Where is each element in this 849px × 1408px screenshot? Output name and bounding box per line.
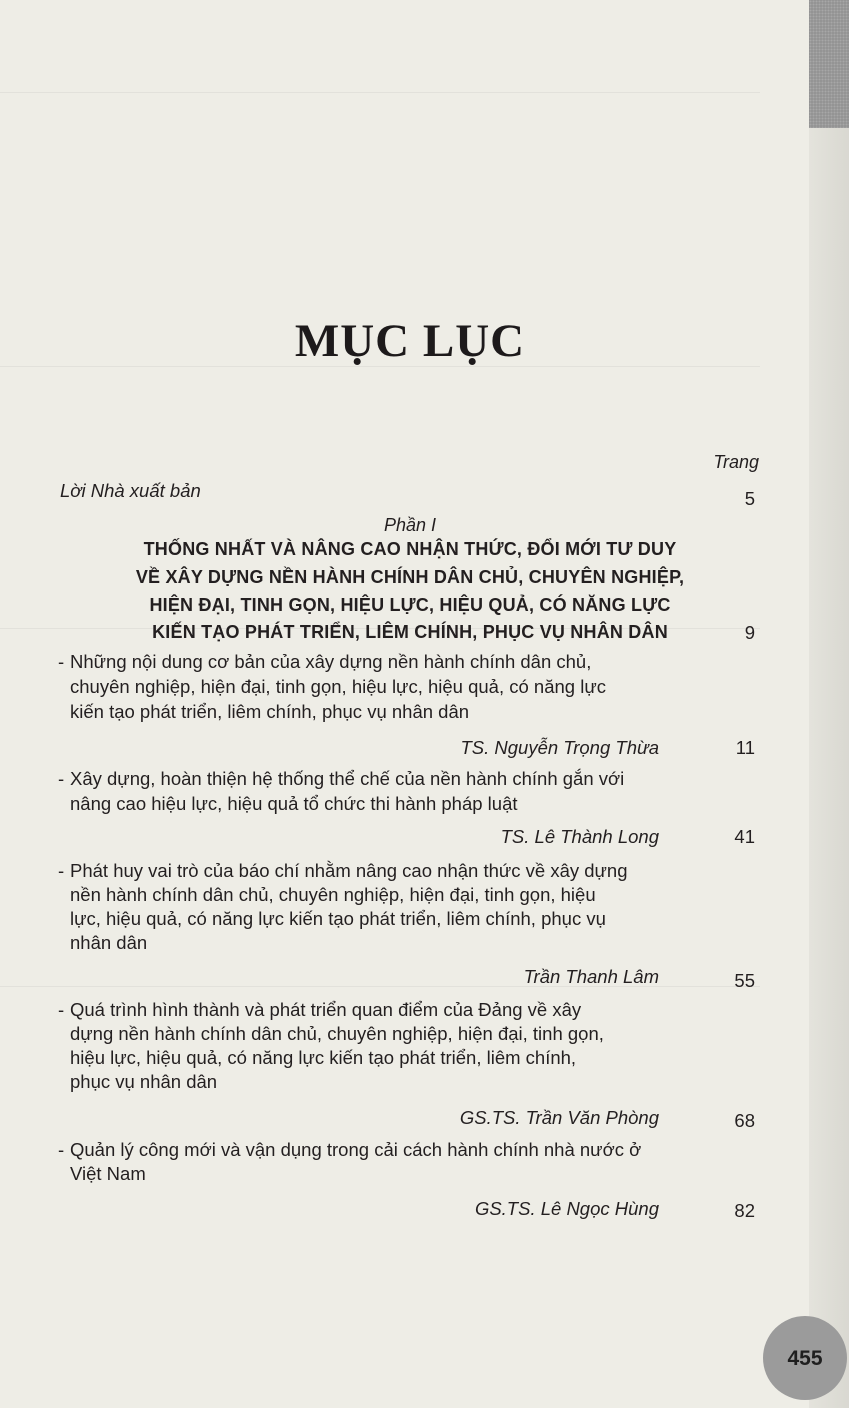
- entry-line: Những nội dung cơ bản của xây dựng nền hành chính dân chủ,: [70, 651, 592, 672]
- page-number-badge: [763, 1316, 847, 1400]
- entry-line: hiệu lực, hiệu quả, có năng lực kiến tạo phát triển, liêm chính,: [70, 1047, 577, 1068]
- entry-line: nền hành chính dân chủ, chuyên nghiệp, hiện đại, tinh gọn, hiệu: [70, 884, 596, 905]
- page-edge: [809, 0, 849, 1408]
- entry-line: nhân dân: [70, 932, 148, 953]
- part-title-line: THỐNG NHẤT VÀ NÂNG CAO NHẬN THỨC, ĐỔI MỚI TƯ DUY: [143, 539, 677, 559]
- entry-page: 68: [734, 1110, 755, 1131]
- part-title-line: KIẾN TẠO PHÁT TRIỂN, LIÊM CHÍNH, PHỤC VỤ NHÂN DÂN: [152, 622, 668, 642]
- entry-line: Xây dựng, hoàn thiện hệ thống thể chế của nền hành chính gắn với: [70, 768, 625, 789]
- entry-author: TS. Lê Thành Long: [500, 826, 659, 847]
- entry-page: 55: [734, 970, 755, 991]
- entry-author: GS.TS. Lê Ngọc Hùng: [474, 1198, 659, 1219]
- entry-author: TS. Nguyễn Trọng Thừa: [460, 737, 659, 758]
- entry-line: lực, hiệu quả, có năng lực kiến tạo phát triển, liêm chính, phục vụ: [70, 908, 606, 929]
- entry-line: kiến tạo phát triển, liêm chính, phục vụ nhân dân: [70, 701, 470, 722]
- entry-bullet: -: [58, 768, 65, 789]
- part-page: 9: [744, 622, 755, 643]
- entry-line: phục vụ nhân dân: [70, 1071, 218, 1092]
- part-title-line: HIỆN ĐẠI, TINH GỌN, HIỆU LỰC, HIỆU QUẢ, CÓ NĂNG LỰC: [149, 595, 671, 615]
- entry-bullet: -: [58, 999, 65, 1020]
- part-title-line: VỀ XÂY DỰNG NỀN HÀNH CHÍNH DÂN CHỦ, CHUYÊN NGHIỆP,: [135, 567, 685, 587]
- entry-page: 41: [734, 826, 755, 847]
- entry-bullet: -: [58, 860, 65, 881]
- entry-line: Việt Nam: [70, 1163, 146, 1184]
- entry-bullet: -: [58, 651, 65, 672]
- foreword-label: Lời Nhà xuất bản: [60, 480, 201, 501]
- part-label: Phần I: [383, 515, 437, 535]
- entry-line: dựng nền hành chính dân chủ, chuyên nghiệp, hiện đại, tinh gọn,: [70, 1023, 604, 1044]
- entry-page: 82: [734, 1200, 755, 1221]
- page-title: MỤC LỤC: [294, 315, 526, 367]
- page-number: 455: [787, 1347, 823, 1370]
- foreword-page: 5: [744, 488, 755, 509]
- bleed-through-rule: [0, 92, 760, 93]
- entry-bullet: -: [58, 1139, 65, 1160]
- chapter-thumb-tab: [809, 0, 849, 128]
- page-column-header: Trang: [713, 452, 759, 472]
- entry-page: 11: [735, 737, 755, 758]
- entry-line: nâng cao hiệu lực, hiệu quả tổ chức thi hành pháp luật: [70, 793, 518, 814]
- entry-line: Quá trình hình thành và phát triển quan điểm của Đảng về xây: [70, 999, 582, 1020]
- entry-line: Phát huy vai trò của báo chí nhằm nâng cao nhận thức về xây dựng: [70, 860, 628, 881]
- entry-line: chuyên nghiệp, hiện đại, tinh gọn, hiệu lực, hiệu quả, có năng lực: [70, 676, 606, 697]
- entry-author: Trần Thanh Lâm: [523, 966, 659, 987]
- entry-author: GS.TS. Trần Văn Phòng: [459, 1107, 659, 1128]
- entry-line: Quản lý công mới và vận dụng trong cải cách hành chính nhà nước ở: [70, 1139, 642, 1160]
